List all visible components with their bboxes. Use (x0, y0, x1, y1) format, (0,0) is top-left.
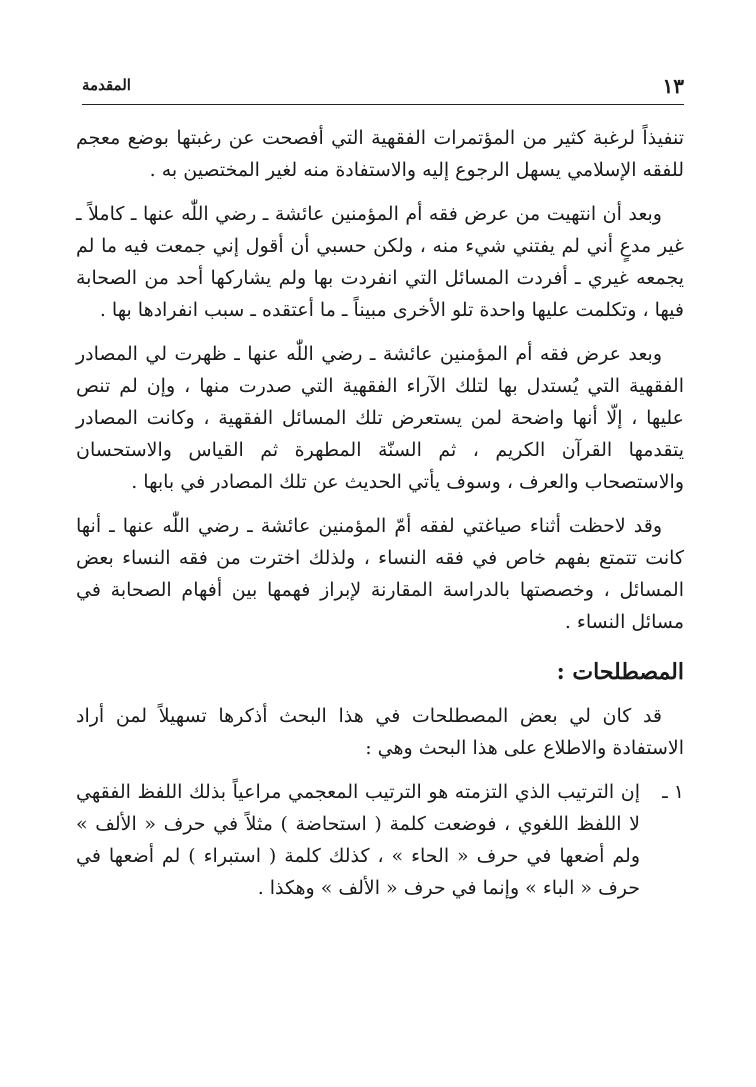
section-heading-terminology: المصطلحات : (556, 659, 684, 685)
paragraph-4: وقد لاحظت أثناء صياغتي لفقه أمّ المؤمنين عائشة ـ رضي اللّٰه عنها ـ أنها كانت تتمتع بفهم خاص في فقه النساء ، ولذلك اخترت من فقه النساء بعض المسائل ، وخصصتها بالدراسة المقارنة لإبراز فهمها بين أفهام الصحابة في مسائل النساء . (76, 515, 684, 633)
list-item (76, 776, 684, 904)
paragraph-1: تنفيذاً لرغبة كثير من المؤتمرات الفقهية التي أفصحت عن رغبتها بوضع معجم للفقه الإسلامي يسهل الرجوع إليه والاستفادة منه لغير المختصين به . (76, 127, 684, 181)
section-intro: قد كان لي بعض المصطلحات في هذا البحث أذكرها تسهيلاً لمن أراد الاستفادة والاطلاع على هذا البحث وهي : (76, 705, 684, 759)
paragraph-3: وبعد عرض فقه أم المؤمنين عائشة ـ رضي اللّٰه عنها ـ ظهرت لي المصادر الفقهية التي يُستدل بها لتلك الآراء الفقهية التي صدرت منها ، وإن لم تنص عليها ، إلّا أنها واضحة لمن يستعرض تلك المسائل الفقهية ، وكانت المصادر يتقدمها القرآن الكريم ، ثم السنّة المطهرة ثم القياس والاستحسان والاستصحاب والعرف ، وسوف يأتي الحديث عن تلك المصادر في بابها . (76, 343, 684, 493)
page-body (76, 122, 684, 904)
page-number: ١٣ (662, 74, 684, 98)
list-item-marker: ١ ـ (662, 781, 684, 803)
paragraph-2: وبعد أن انتهيت من عرض فقه أم المؤمنين عائشة ـ رضي اللّٰه عنها ـ كاملاً ـ غير مدعٍ أني لم يفتني شيء منه ، ولكن حسبي أن أقول إني جمعت فيه ما لم يجمعه غيري ـ أفردت المسائل التي انفردت بها ولم يشاركها أحد من الصحابة فيها ، وتكلمت عليها واحدة تلو الأخرى مبيناً ـ ما أعتقده ـ سبب انفرادها بها . (76, 203, 684, 321)
header-divider (82, 104, 684, 105)
list-item-text: إن الترتيب الذي التزمته هو الترتيب المعجمي مراعياً بذلك اللفظ الفقهي لا اللفظ اللغوي ، فوضعت كلمة ( استحاضة ) مثلاً في حرف « الألف » ولم أضعها في حرف « الحاء » ، كذلك كلمة ( استبراء ) لم أضعها في حرف « الباء » وإنما في حرف « الألف » وهكذا . (76, 781, 640, 899)
page-header (82, 74, 684, 102)
running-title: المقدمة (82, 76, 131, 94)
